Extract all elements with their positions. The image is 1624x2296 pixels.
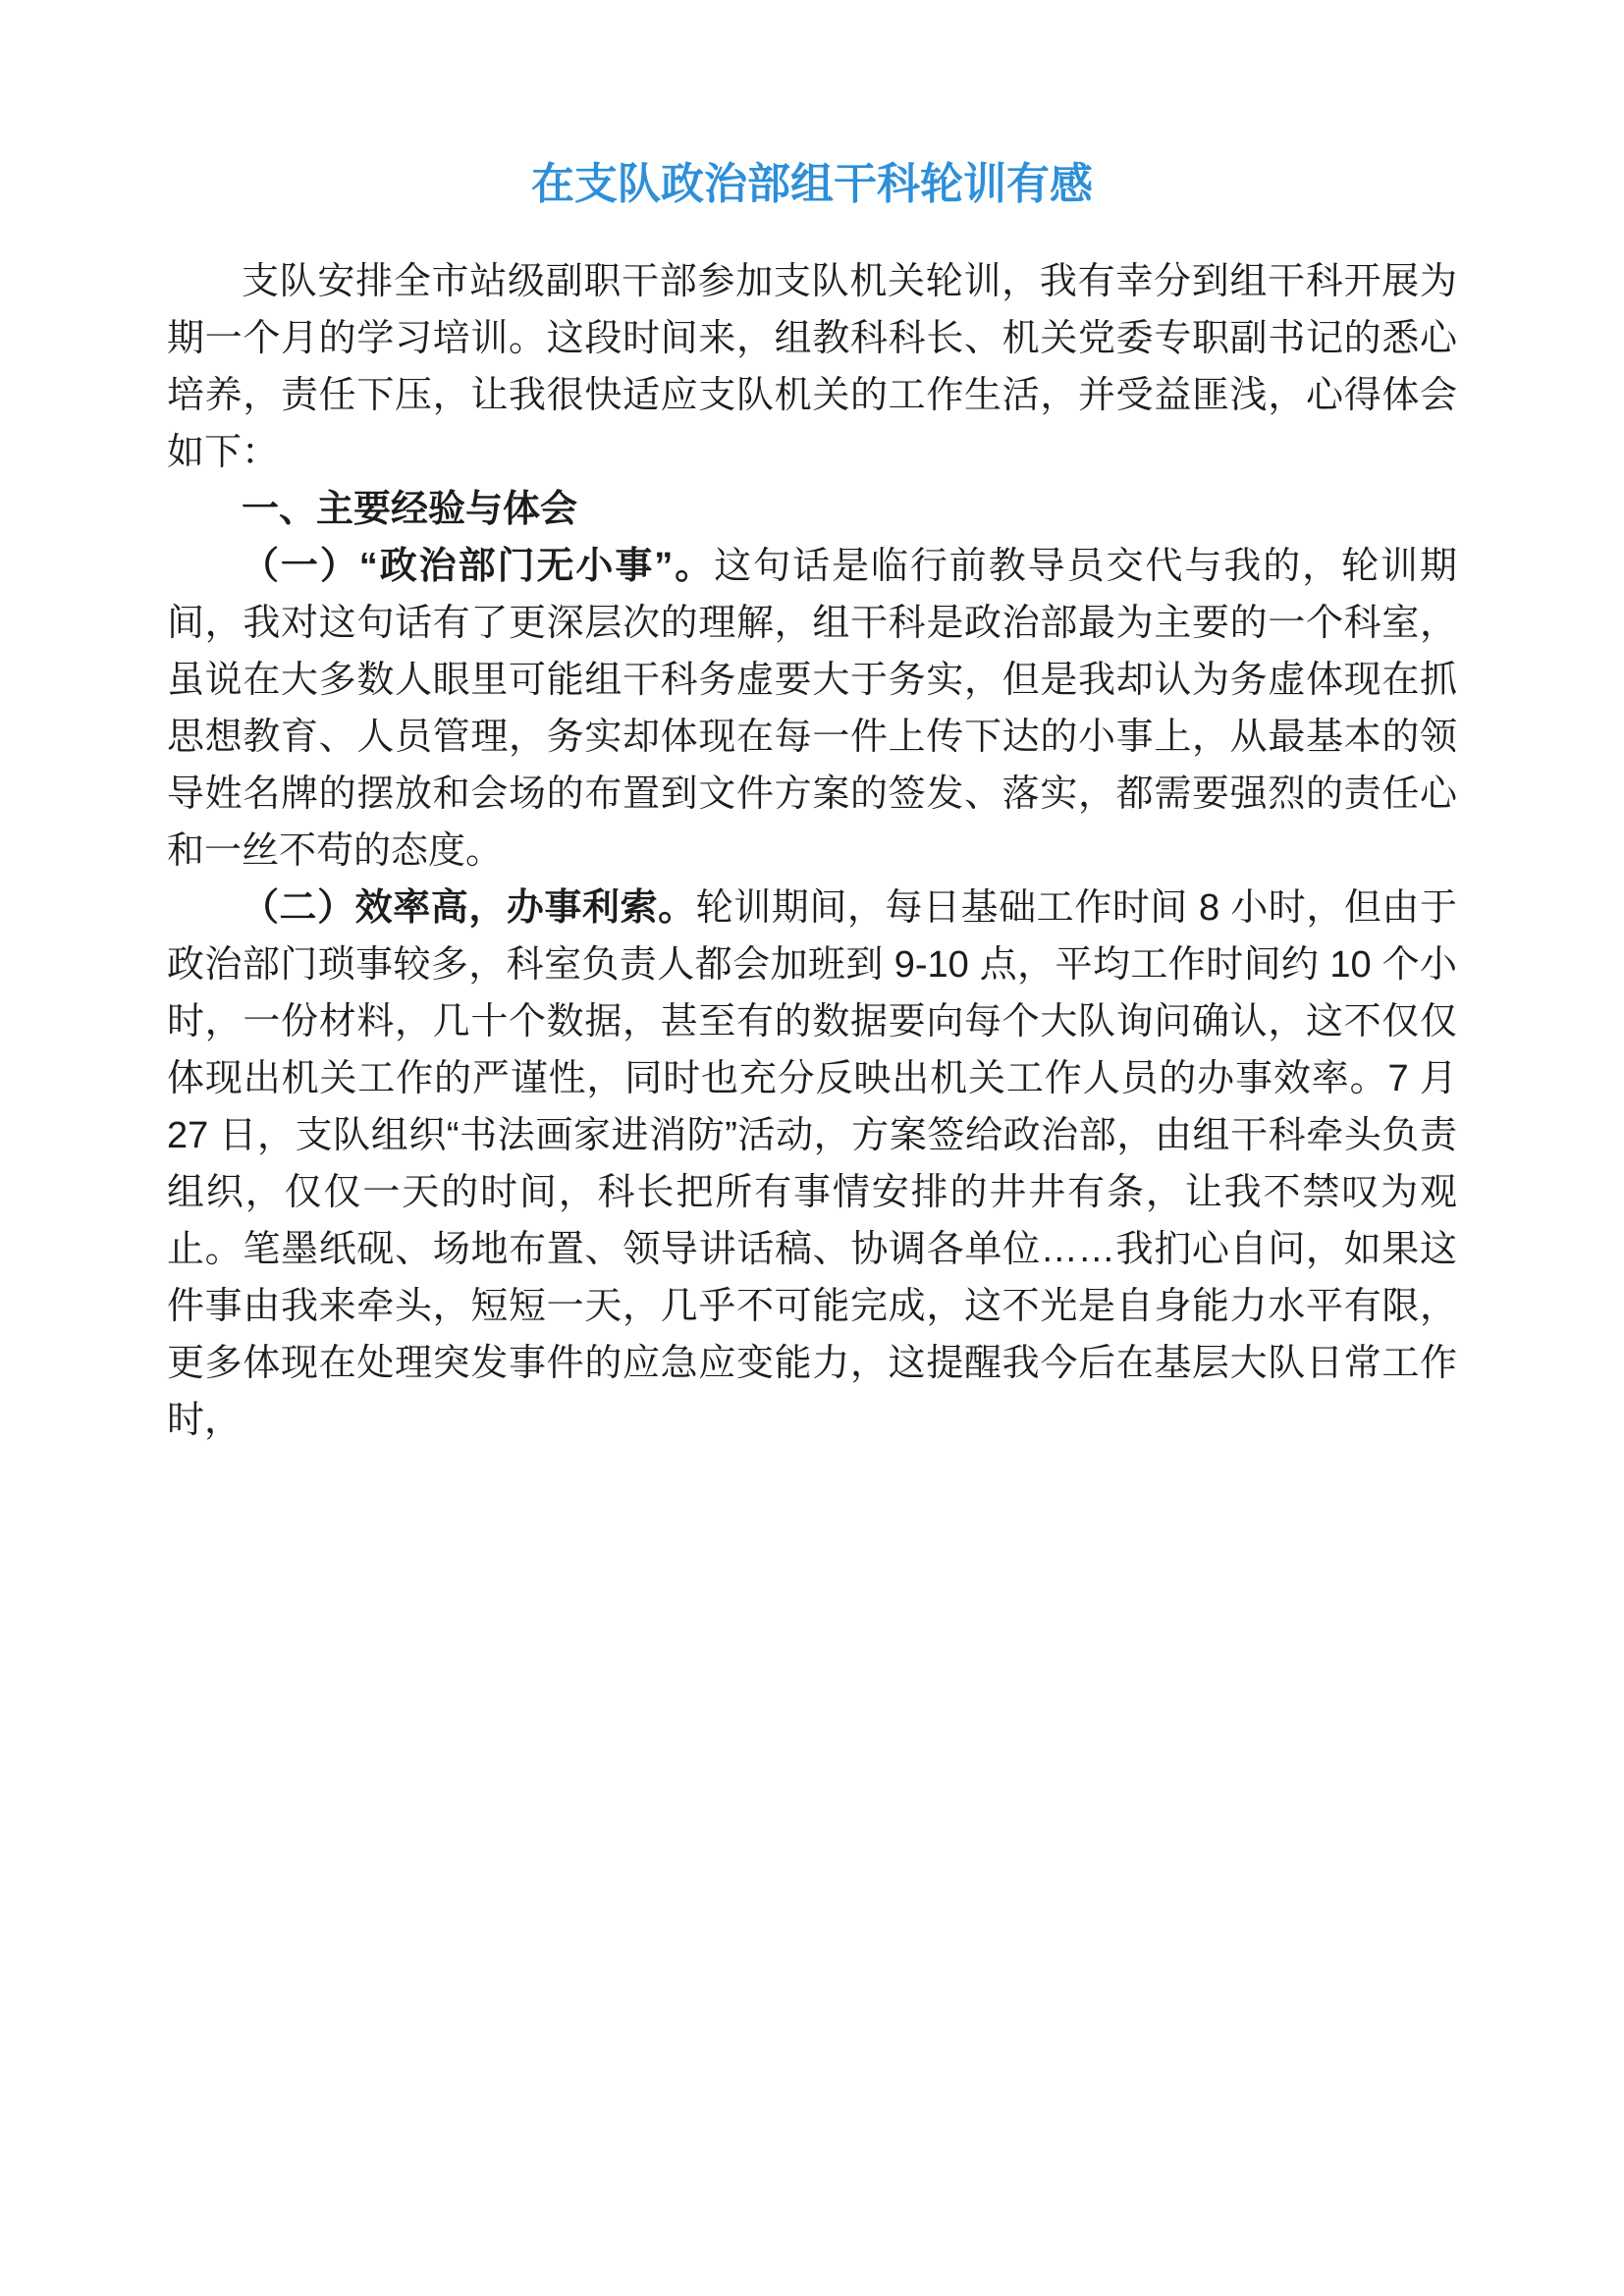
section-heading: 一、主要经验与体会: [242, 489, 578, 530]
paragraph-1-text: 这句话是临行前教导员交代与我的，轮训期间，我对这句话有了更深层次的理解，组干科是政治部最为主要的一个科室，虽说在大多数人眼里可能组干科务虚要大于务实，但是我却认为务虚体现在抓思想教育、人员管理，务实却体现在每一件上传下达的小事上，从最基本的领导姓名牌的摆放和会场的布置到文件方案的签发、落实，都需要强烈的责任心和一丝不苟的态度。: [167, 546, 1457, 872]
paragraph-2-lead: （二）效率高，办事利索。: [242, 887, 696, 929]
paragraph-2: [167, 880, 1457, 1449]
paragraph-2-text: 轮训期间，每日基础工作时间 8 小时，但由于政治部门琐事较多，科室负责人都会加班到 9-10 点，平均工作时间约 10 个小时，一份材料，几十个数据，甚至有的数据要向每个大队询问确认，这不仅仅体现出机关工作的严谨性，同时也充分反映出机关工作人员的办事效率。7 月 27 日，支队组织“书法画家进消防”活动，方案签给政治部，由组干科牵头负责组织，仅仅一天的时间，科长把所有事情安排的井井有条，让我不禁叹为观止。笔墨纸砚、场地布置、领导讲话稿、协调各单位……我扪心自问，如果这件事由我来牵头，短短一天，几乎不可能完成，这不光是自身能力水平有限，更多体现在处理突发事件的应急应变能力，这提醒我今后在基层大队日常工作时，: [167, 887, 1457, 1441]
intro-paragraph: 支队安排全市站级副职干部参加支队机关轮训，我有幸分到组干科开展为期一个月的学习培训。这段时间来，组教科科长、机关党委专职副书记的悉心培养，责任下压，让我很快适应支队机关的工作生活，并受益匪浅，心得体会如下：: [167, 261, 1457, 473]
paragraph-1-lead: （一）“政治部门无小事”。: [242, 546, 715, 587]
paragraph-1: [167, 538, 1457, 880]
document-title: 在支队政治部组干科轮训有感: [531, 160, 1093, 208]
